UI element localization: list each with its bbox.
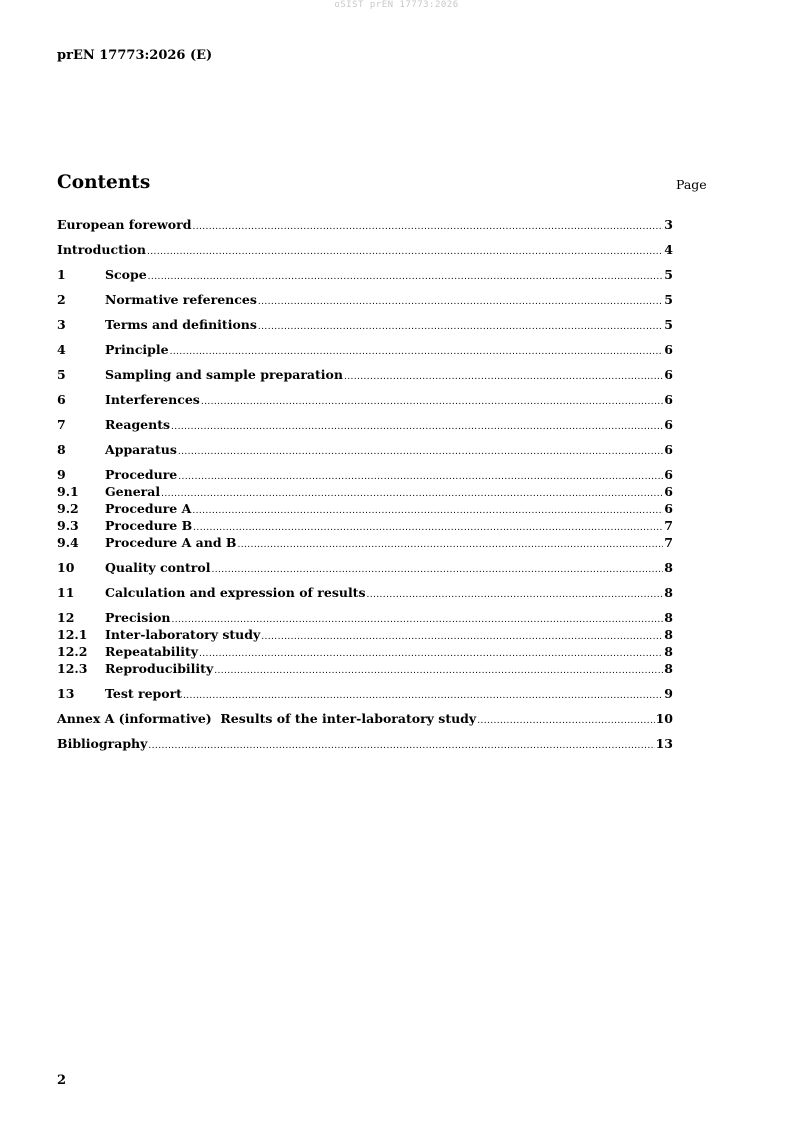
page-column-label: Page — [676, 177, 707, 192]
toc-number: 13 — [57, 686, 75, 701]
dot-leader — [477, 713, 654, 730]
toc-title: Annex A (informative) Results of the inter-laboratory study — [57, 711, 477, 726]
toc-number: 5 — [57, 367, 66, 382]
toc-entry-inter-laboratory-study[interactable] — [57, 626, 673, 643]
toc-title: Precision — [105, 610, 171, 625]
dot-leader — [148, 738, 654, 755]
dot-leader — [170, 344, 664, 361]
toc-number: 3 — [57, 317, 66, 332]
dot-leader — [258, 319, 663, 336]
dot-leader — [238, 537, 664, 554]
toc-page: 6 — [664, 392, 673, 407]
toc-entry-scope[interactable] — [57, 266, 673, 283]
dot-leader — [161, 486, 663, 503]
dot-leader — [193, 520, 663, 537]
toc-page: 8 — [664, 610, 673, 625]
dot-leader — [199, 646, 663, 663]
table-of-contents — [57, 216, 673, 752]
toc-entry-procedure[interactable] — [57, 466, 673, 483]
toc-title: Apparatus — [105, 442, 177, 457]
dot-leader — [183, 688, 663, 705]
toc-page: 8 — [664, 661, 673, 676]
toc-number: 9.3 — [57, 518, 79, 533]
toc-number: 9.4 — [57, 535, 79, 550]
dot-leader — [211, 562, 663, 579]
toc-entry-apparatus[interactable] — [57, 441, 673, 458]
toc-page: 13 — [655, 736, 673, 751]
toc-number: 11 — [57, 585, 75, 600]
dot-leader — [178, 469, 663, 486]
toc-title: Inter-laboratory study — [105, 627, 261, 642]
dot-leader — [192, 219, 663, 236]
toc-page: 3 — [664, 217, 673, 232]
toc-title: Procedure — [105, 467, 178, 482]
toc-entry-quality-control[interactable] — [57, 559, 673, 576]
toc-number: 4 — [57, 342, 66, 357]
toc-page: 6 — [664, 442, 673, 457]
dot-leader — [201, 394, 663, 411]
toc-entry-bibliography[interactable] — [57, 735, 673, 752]
toc-title: Procedure A and B — [105, 535, 237, 550]
toc-entry-terms-and-definitions[interactable] — [57, 316, 673, 333]
toc-page: 10 — [655, 711, 673, 726]
toc-page: 7 — [664, 535, 673, 550]
toc-page: 7 — [664, 518, 673, 533]
toc-title: Terms and definitions — [105, 317, 257, 332]
toc-entry-calculation[interactable] — [57, 584, 673, 601]
toc-title: Repeatability — [105, 644, 199, 659]
toc-title: Quality control — [105, 560, 211, 575]
toc-entry-procedure-a-and-b[interactable] — [57, 534, 673, 551]
toc-number: 12 — [57, 610, 75, 625]
toc-page: 4 — [664, 242, 673, 257]
toc-title: Procedure B — [105, 518, 193, 533]
toc-entry-sampling[interactable] — [57, 366, 673, 383]
toc-title: Interferences — [105, 392, 200, 407]
toc-number: 8 — [57, 442, 66, 457]
toc-number: 7 — [57, 417, 66, 432]
toc-title: European foreword — [57, 217, 192, 232]
toc-title: Bibliography — [57, 736, 148, 751]
toc-entry-reproducibility[interactable] — [57, 660, 673, 677]
dot-leader — [214, 663, 663, 680]
toc-title: Calculation and expression of results — [105, 585, 366, 600]
toc-page: 8 — [664, 627, 673, 642]
dot-leader — [367, 587, 664, 604]
toc-entry-precision[interactable] — [57, 609, 673, 626]
dot-leader — [147, 244, 663, 261]
toc-entry-interferences[interactable] — [57, 391, 673, 408]
toc-page: 5 — [664, 292, 673, 307]
dot-leader — [344, 369, 663, 386]
dot-leader — [261, 629, 663, 646]
toc-entry-normative-references[interactable] — [57, 291, 673, 308]
toc-number: 9.2 — [57, 501, 79, 516]
toc-page: 8 — [664, 644, 673, 659]
toc-title: General — [105, 484, 161, 499]
toc-entry-procedure-b[interactable] — [57, 517, 673, 534]
toc-entry-european-foreword[interactable] — [57, 216, 673, 233]
toc-page: 9 — [664, 686, 673, 701]
toc-title: Sampling and sample preparation — [105, 367, 343, 382]
toc-number: 10 — [57, 560, 75, 575]
toc-number: 12.1 — [57, 627, 88, 642]
toc-page: 6 — [664, 467, 673, 482]
toc-title: Introduction — [57, 242, 147, 257]
toc-entry-general[interactable] — [57, 483, 673, 500]
contents-title: Contents — [57, 172, 151, 193]
toc-title: Scope — [105, 267, 147, 282]
toc-title: Test report — [105, 686, 182, 701]
watermark: oSIST prEN 17773:2026 — [334, 0, 459, 10]
toc-number: 12.2 — [57, 644, 88, 659]
toc-entry-repeatability[interactable] — [57, 643, 673, 660]
toc-page: 5 — [664, 317, 673, 332]
page-number: 2 — [57, 1073, 67, 1088]
toc-entry-test-report[interactable] — [57, 685, 673, 702]
toc-title: Reagents — [105, 417, 171, 432]
dot-leader — [192, 503, 663, 520]
toc-title: Procedure A — [105, 501, 192, 516]
document-id-header: prEN 17773:2026 (E) — [57, 48, 213, 63]
toc-number: 1 — [57, 267, 66, 282]
toc-number: 9.1 — [57, 484, 79, 499]
toc-entry-reagents[interactable] — [57, 416, 673, 433]
toc-title: Normative references — [105, 292, 257, 307]
toc-entry-procedure-a[interactable] — [57, 500, 673, 517]
toc-page: 6 — [664, 417, 673, 432]
toc-number: 9 — [57, 467, 66, 482]
toc-number: 6 — [57, 392, 66, 407]
toc-title: Principle — [105, 342, 169, 357]
toc-number: 2 — [57, 292, 66, 307]
toc-title: Reproducibility — [105, 661, 214, 676]
toc-page: 5 — [664, 267, 673, 282]
toc-page: 8 — [664, 560, 673, 575]
dot-leader — [258, 294, 663, 311]
dot-leader — [148, 269, 664, 286]
toc-page: 6 — [664, 367, 673, 382]
dot-leader — [171, 419, 663, 436]
toc-page: 6 — [664, 501, 673, 516]
toc-entry-principle[interactable] — [57, 341, 673, 358]
toc-page: 8 — [664, 585, 673, 600]
dot-leader — [178, 444, 663, 461]
toc-entry-annex-a[interactable] — [57, 710, 673, 727]
toc-page: 6 — [664, 484, 673, 499]
toc-entry-introduction[interactable] — [57, 241, 673, 258]
toc-page: 6 — [664, 342, 673, 357]
toc-number: 12.3 — [57, 661, 88, 676]
